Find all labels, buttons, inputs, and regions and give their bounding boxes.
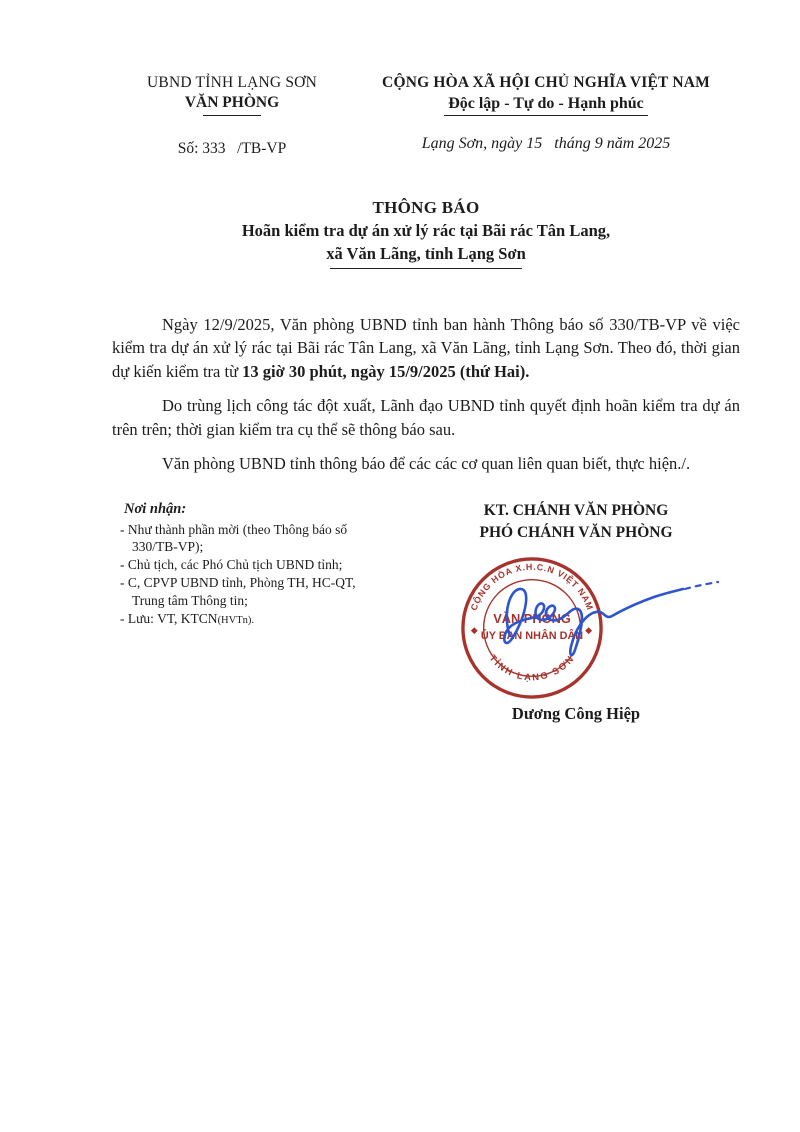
- document-subject-line1: Hoãn kiểm tra dự án xử lý rác tại Bãi rác Tân Lang,: [241, 221, 611, 240]
- document-subject-line2: xã Văn Lãng, tỉnh Lạng Sơn: [326, 244, 526, 263]
- recipient-item: - Như thành phần mời (theo Thông báo số 330/TB-VP);: [120, 521, 348, 555]
- document-header: [112, 74, 740, 158]
- archive-initials-note: (HVTn).: [217, 614, 255, 626]
- recipient-item: - C, CPVP UBND tỉnh, Phòng TH, HC-QT, Trung tâm Thông tin;: [120, 575, 356, 608]
- issuing-agency-block: [112, 74, 352, 158]
- paragraph-1-bold-datetime: 13 giờ 30 phút, ngày 15/9/2025 (thứ Hai): [242, 361, 526, 381]
- seal-arc-top-text: CỘNG HÒA X.H.C.N VIỆT NAM: [468, 562, 596, 613]
- seal-left-diamond-icon: ◆: [470, 625, 478, 636]
- signer-name: Dương Công Hiệp: [511, 704, 641, 724]
- national-motto: Độc lập - Tự do - Hạnh phúc: [444, 94, 648, 116]
- signature-block: [412, 500, 740, 725]
- paragraph-1-end: .: [525, 361, 530, 381]
- national-title: CỘNG HÒA XÃ HỘI CHỦ NGHĨA VIỆT NAM: [382, 74, 710, 91]
- seal-center-line2: ỦY BAN NHÂN DÂN: [480, 630, 584, 643]
- seal-center-line1: VĂN PHÒNG: [493, 611, 571, 627]
- signer-authority-line2: PHÓ CHÁNH VĂN PHÒNG: [479, 524, 673, 541]
- agency-parent-name: UBND TỈNH LẠNG SƠN: [147, 74, 317, 91]
- seal-right-diamond-icon: ◆: [585, 625, 593, 636]
- document-body: [112, 313, 740, 476]
- signer-authority-line1: KT. CHÁNH VĂN PHÒNG: [483, 501, 669, 519]
- document-type-title: THÔNG BÁO: [372, 198, 480, 217]
- title-block: [112, 198, 740, 269]
- seal-arc-bottom-text: TỈNH LẠNG SƠN: [487, 653, 577, 683]
- paragraph-3: Văn phòng UBND tỉnh thông báo để các các cơ quan liên quan biết, thực hiện./.: [162, 454, 691, 474]
- agency-underline: [203, 115, 261, 116]
- document-footer: [112, 500, 740, 725]
- handwritten-signature-icon: [484, 558, 724, 670]
- archive-text: - Lưu: VT, KTCN: [120, 610, 218, 626]
- paragraph-2: Do trùng lịch công tác đột xuất, Lãnh đạo UBND tỉnh quyết định hoãn kiểm tra dự án trên trên; thời gian kiểm tra cụ thể sẽ thông báo sau.: [112, 396, 740, 439]
- national-motto-block: [352, 74, 740, 158]
- recipient-item: - Chủ tịch, các Phó Chủ tịch UBND tỉnh;: [120, 557, 343, 573]
- paragraph-1-text: Ngày 12/9/2025, Văn phòng UBND tỉnh ban hành Thông báo số 330/TB-VP về việc kiểm tra dự án xử lý rác tại Bãi rác Tân Lang, xã Văn Lãng, tỉnh Lạng Sơn. Theo đó, thời gian dự kiến kiểm tra từ: [112, 315, 740, 381]
- stamp-and-signature-area: [412, 554, 740, 702]
- recipients-label: Nơi nhận:: [124, 500, 187, 517]
- recipient-item-archive: [112, 610, 374, 628]
- title-underline: [330, 268, 522, 269]
- place-date-line: Lạng Sơn, ngày 15 tháng 9 năm 2025: [421, 135, 671, 152]
- paragraph-1: [112, 313, 740, 383]
- recipients-block: [112, 500, 412, 725]
- document-number: Số: 333 /TB-VP: [177, 140, 287, 157]
- agency-name: VĂN PHÒNG: [184, 94, 280, 111]
